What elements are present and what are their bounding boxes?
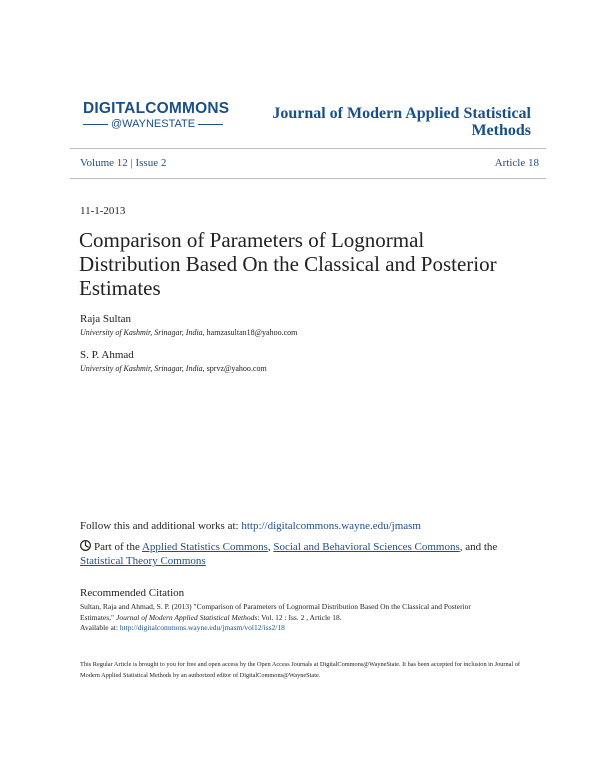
article-title: Comparison of Parameters of Lognormal Distribution Based On the Classical and Posterior Estimates: [79, 228, 497, 300]
follow-line: [80, 520, 421, 532]
author-affiliation: University of Kashmir, Srinagar, India, hamzasultan18@yahoo.com: [80, 328, 298, 337]
affiliation-text: University of Kashmir, Srinagar, India: [80, 364, 203, 373]
citation-block: [80, 602, 520, 634]
citation-text: Estimates,": [80, 612, 116, 622]
journal-title-link[interactable]: Journal of Modern Applied Statistical Methods: [272, 105, 531, 139]
logo-bottom: [83, 118, 223, 131]
separator: , and the: [459, 541, 498, 553]
citation-line: [80, 613, 520, 624]
author-name: S. P. Ahmad: [80, 349, 134, 361]
logo-rule-right: [198, 124, 223, 125]
separator: ,: [267, 541, 274, 553]
applied-statistics-commons-link[interactable]: Applied Statistics Commons: [141, 541, 268, 553]
logo-bottom-text: @WAYNESTATE: [110, 118, 196, 130]
footer-notice: This Regular Article is brought to you for free and open access by the Open Access Journals at DigitalCommons@WayneState. It has been accepted for inclusion in Journal of Modern Applied Statistical Methods by an authorized editor of DigitalCommons@WayneState.: [80, 661, 521, 679]
open-access-icon: [80, 540, 91, 551]
citation-url-link[interactable]: http://digitalcommons.wayne.edu/jmasm/vol12/iss2/18: [119, 623, 285, 632]
citation-journal: Journal of Modern Applied Statistical Methods: [115, 612, 258, 622]
author-email[interactable]: hamzasultan18@yahoo.com: [206, 328, 298, 337]
part-of-prefix: Part of the: [94, 541, 142, 553]
part-of-commons: [80, 540, 520, 568]
logo-rule-left: [83, 124, 108, 125]
follow-text: Follow this and additional works at:: [80, 520, 242, 532]
author-email[interactable]: sprvz@yahoo.com: [206, 364, 267, 373]
recommended-citation-heading: Recommended Citation: [80, 587, 185, 599]
citation-text: : Vol. 12 : Iss. 2 , Article 18.: [257, 612, 342, 622]
issue-meta-row: [80, 157, 539, 169]
publication-date: 11-1-2013: [80, 205, 126, 217]
logo-top-text: DIGITALCOMMONS: [83, 100, 230, 117]
statistical-theory-commons-link[interactable]: Statistical Theory Commons: [80, 555, 206, 567]
citation-line: [80, 623, 520, 634]
repository-link[interactable]: http://digitalcommons.wayne.edu/jmasm: [241, 520, 421, 532]
social-behavioral-sciences-commons-link[interactable]: Social and Behavioral Sciences Commons: [273, 541, 460, 553]
affiliation-text: University of Kashmir, Srinagar, India: [80, 328, 203, 337]
author-name: Raja Sultan: [80, 313, 132, 325]
article-number-link[interactable]: Article 18: [494, 157, 539, 169]
author-affiliation: University of Kashmir, Srinagar, India, sprvz@yahoo.com: [80, 364, 267, 373]
volume-issue-link[interactable]: Volume 12 | Issue 2: [80, 157, 167, 169]
header-rule-top: [70, 148, 546, 149]
citation-line: Sultan, Raja and Ahmad, S. P. (2013) "Comparison of Parameters of Lognormal Distribution Based On the Classical and Posterior: [80, 602, 471, 611]
citation-text: Available at:: [80, 623, 120, 632]
header-rule-bottom: [70, 178, 546, 179]
digitalcommons-logo[interactable]: [83, 100, 230, 131]
